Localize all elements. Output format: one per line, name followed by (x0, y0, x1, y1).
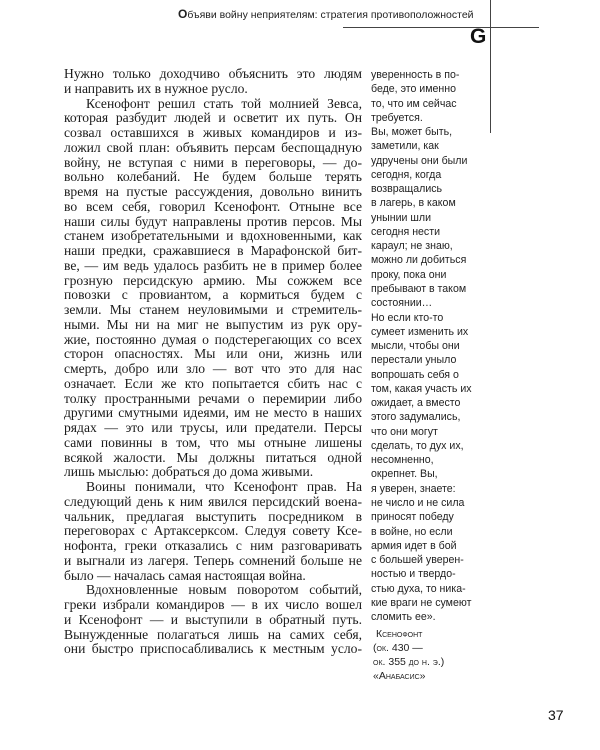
quote-line: заметили, как (371, 140, 439, 153)
attribution-work: «Анабасис» (373, 670, 426, 682)
text-line: повозки с провиантом, а кормиться будем с (64, 287, 362, 303)
text-line: земли. Мы станем неуловимыми и стремитель- (64, 302, 362, 317)
text-line: ве, — им ведь удалось разбить не в пример более (64, 257, 362, 273)
paragraph (64, 480, 362, 583)
quote-line: проку, пока они (371, 268, 447, 281)
quote-line: пребывают в таком (371, 282, 467, 295)
text-line: смерть, добро или зло — вот что это для нас (64, 361, 362, 376)
text-line: всякой жалости. Мы должны питаться одной (64, 449, 362, 465)
quote-line: караул; не знаю, (371, 240, 453, 253)
quote-line: состоянии… (371, 297, 433, 310)
header-rule (343, 27, 539, 28)
quote-line: сегодня нести (371, 225, 440, 238)
text-line: наши силы будут направлены против персов. Мы (64, 213, 362, 229)
quote-line: окрепнет. Вы, (371, 468, 438, 481)
text-line: грозную персидскую армию. Мы сожжем все (64, 272, 362, 288)
text-line: нофонта, греки отказались с ним разговаривать (64, 538, 362, 553)
text-line: которая разбудит людей и осветит их путь. Он (64, 110, 362, 126)
quote-line: несомненно, (371, 454, 434, 467)
text-line: другими смутными идеями, им не место в наших (64, 405, 362, 421)
quote-line: сегодня, когда (371, 168, 442, 181)
quote-line: сделать, то дух их, (371, 439, 464, 452)
text-line: Ксенофонт решил стать той молнией Зевса, (86, 95, 362, 111)
text-line: сами повинны в том, что мы отныне лишены (64, 434, 362, 450)
quote-line: стью духа, то ника- (371, 582, 466, 595)
section-mark: G (470, 25, 487, 48)
quote-line: сломить ее». (371, 611, 436, 624)
text-line: наши предки, сражавшиеся в Марафонской бит- (64, 243, 362, 258)
paragraph (64, 67, 362, 97)
quote-attribution (373, 627, 444, 683)
text-line: рядах — это или трусы, или предатели. Персы (64, 420, 362, 435)
quote-line: ностью и твердо- (371, 568, 456, 581)
running-title-text: бъяви войну неприятелям: стратегия противоположностей (187, 9, 474, 21)
quote-line: этого задумались, (371, 411, 461, 424)
text-line: толку пространными речами о перемирии либо (64, 390, 362, 406)
quote-line: требуется. (371, 111, 423, 124)
quote-line: удручены они были (371, 154, 468, 167)
text-line: станем изобретательными и вдохновенными, как (64, 228, 362, 244)
running-title (178, 7, 474, 21)
text-line: лишь мыслью: добраться до дома живыми. (64, 464, 314, 480)
text-line: и выгнали из лагеря. Теперь сомнений больше не (64, 552, 362, 568)
text-line: Вынужденные полагаться лишь на самих себя, (64, 626, 362, 642)
text-line: сторон опасностях. Мы или они, жизнь или (64, 346, 362, 362)
attribution-dates: (ок. 430 — (373, 642, 423, 654)
quote-line: в войне, но если (371, 525, 453, 538)
text-line: ложил свой план: объявить персам беспощадную (64, 139, 362, 155)
text-line: следующий день к ним явился персидский воена- (64, 493, 362, 509)
running-title-initial: О (178, 7, 188, 21)
text-line: было — началась самая настоящая война. (64, 567, 306, 583)
text-line: Нужно только доходчиво объяснить это людям (64, 66, 362, 81)
quote-line: ожидает, а вместо (371, 397, 461, 410)
page-number: 37 (548, 707, 564, 723)
quote-line: кие враги не сумеют (371, 596, 472, 609)
main-text (64, 67, 362, 657)
text-line: время на пустые рассуждения, довольно винить (64, 184, 362, 199)
quote-line: уверенность в по- (371, 69, 460, 81)
text-line: жие, постоянно думая о подстерегающих со всех (64, 331, 362, 347)
text-line: переговорах с Артаксерксом. Следуя совету Ксе- (64, 523, 362, 539)
quote-line: вопрошать себя о (371, 368, 459, 381)
quote-line: то, что им сейчас (371, 97, 457, 110)
quote-line: я уверен, знаете: (371, 482, 456, 495)
quote-line: унынии шли (371, 211, 431, 224)
quote-line: сумеет изменить их (371, 325, 469, 338)
attribution-author: Ксенофонт (376, 628, 423, 640)
text-line: созвал оставшихся в живых командиров и из- (64, 125, 362, 140)
quote-line: Вы, может быть, (371, 126, 453, 139)
paragraph (64, 97, 362, 481)
text-line: ными. Мы ни на миг не выпустим из рук ору- (64, 316, 362, 332)
quote-line: не число и не сила (371, 496, 465, 509)
attribution-dates: ок. 355 до н. э.) (373, 656, 445, 668)
quote-line: мысли, чтобы они (371, 340, 460, 353)
text-line: Вдохновленные новым поворотом событий, (86, 582, 362, 598)
quote-line: возвращались (371, 183, 443, 196)
quote-line: том, какая участь их (371, 382, 472, 395)
text-line: греки избрали командиров — в их число вошел (64, 597, 362, 612)
text-line: означает. Если же кто попытается сбить нас с (64, 375, 362, 391)
text-line: и Ксенофонт — и выступили в обратный путь. (64, 611, 362, 627)
quote-line: Но если кто-то (371, 311, 444, 324)
quote-line: приносят победу (371, 511, 454, 524)
paragraph (64, 583, 362, 657)
quote-line: что они могут (371, 425, 438, 438)
quote-line: армия идет в бой (371, 539, 457, 552)
text-line: Воины понимали, что Ксенофонт прав. На (86, 479, 362, 494)
quote-line: с большей уверен- (371, 554, 464, 567)
quote-line: можно ли добиться (371, 254, 467, 267)
text-line: и направить их в нужное русло. (64, 80, 248, 96)
text-line: чальник, предлагая выступить посредником в (64, 508, 362, 524)
quote-line: перестали уныло (371, 354, 457, 367)
text-line: вольно колебаний. Не будем больше терять (64, 169, 362, 185)
quote-line: в лагерь, в каком (371, 197, 456, 210)
quote-line: беде, это именно (371, 83, 456, 96)
sidebar-quote (371, 68, 546, 624)
text-line: во всем себя, говорил Ксенофонт. Отныне все (64, 198, 362, 214)
text-line: войну, не вступая с ними в переговоры, — до- (64, 154, 362, 170)
text-line: они быстро приспосабливались к местным усло- (64, 641, 362, 657)
